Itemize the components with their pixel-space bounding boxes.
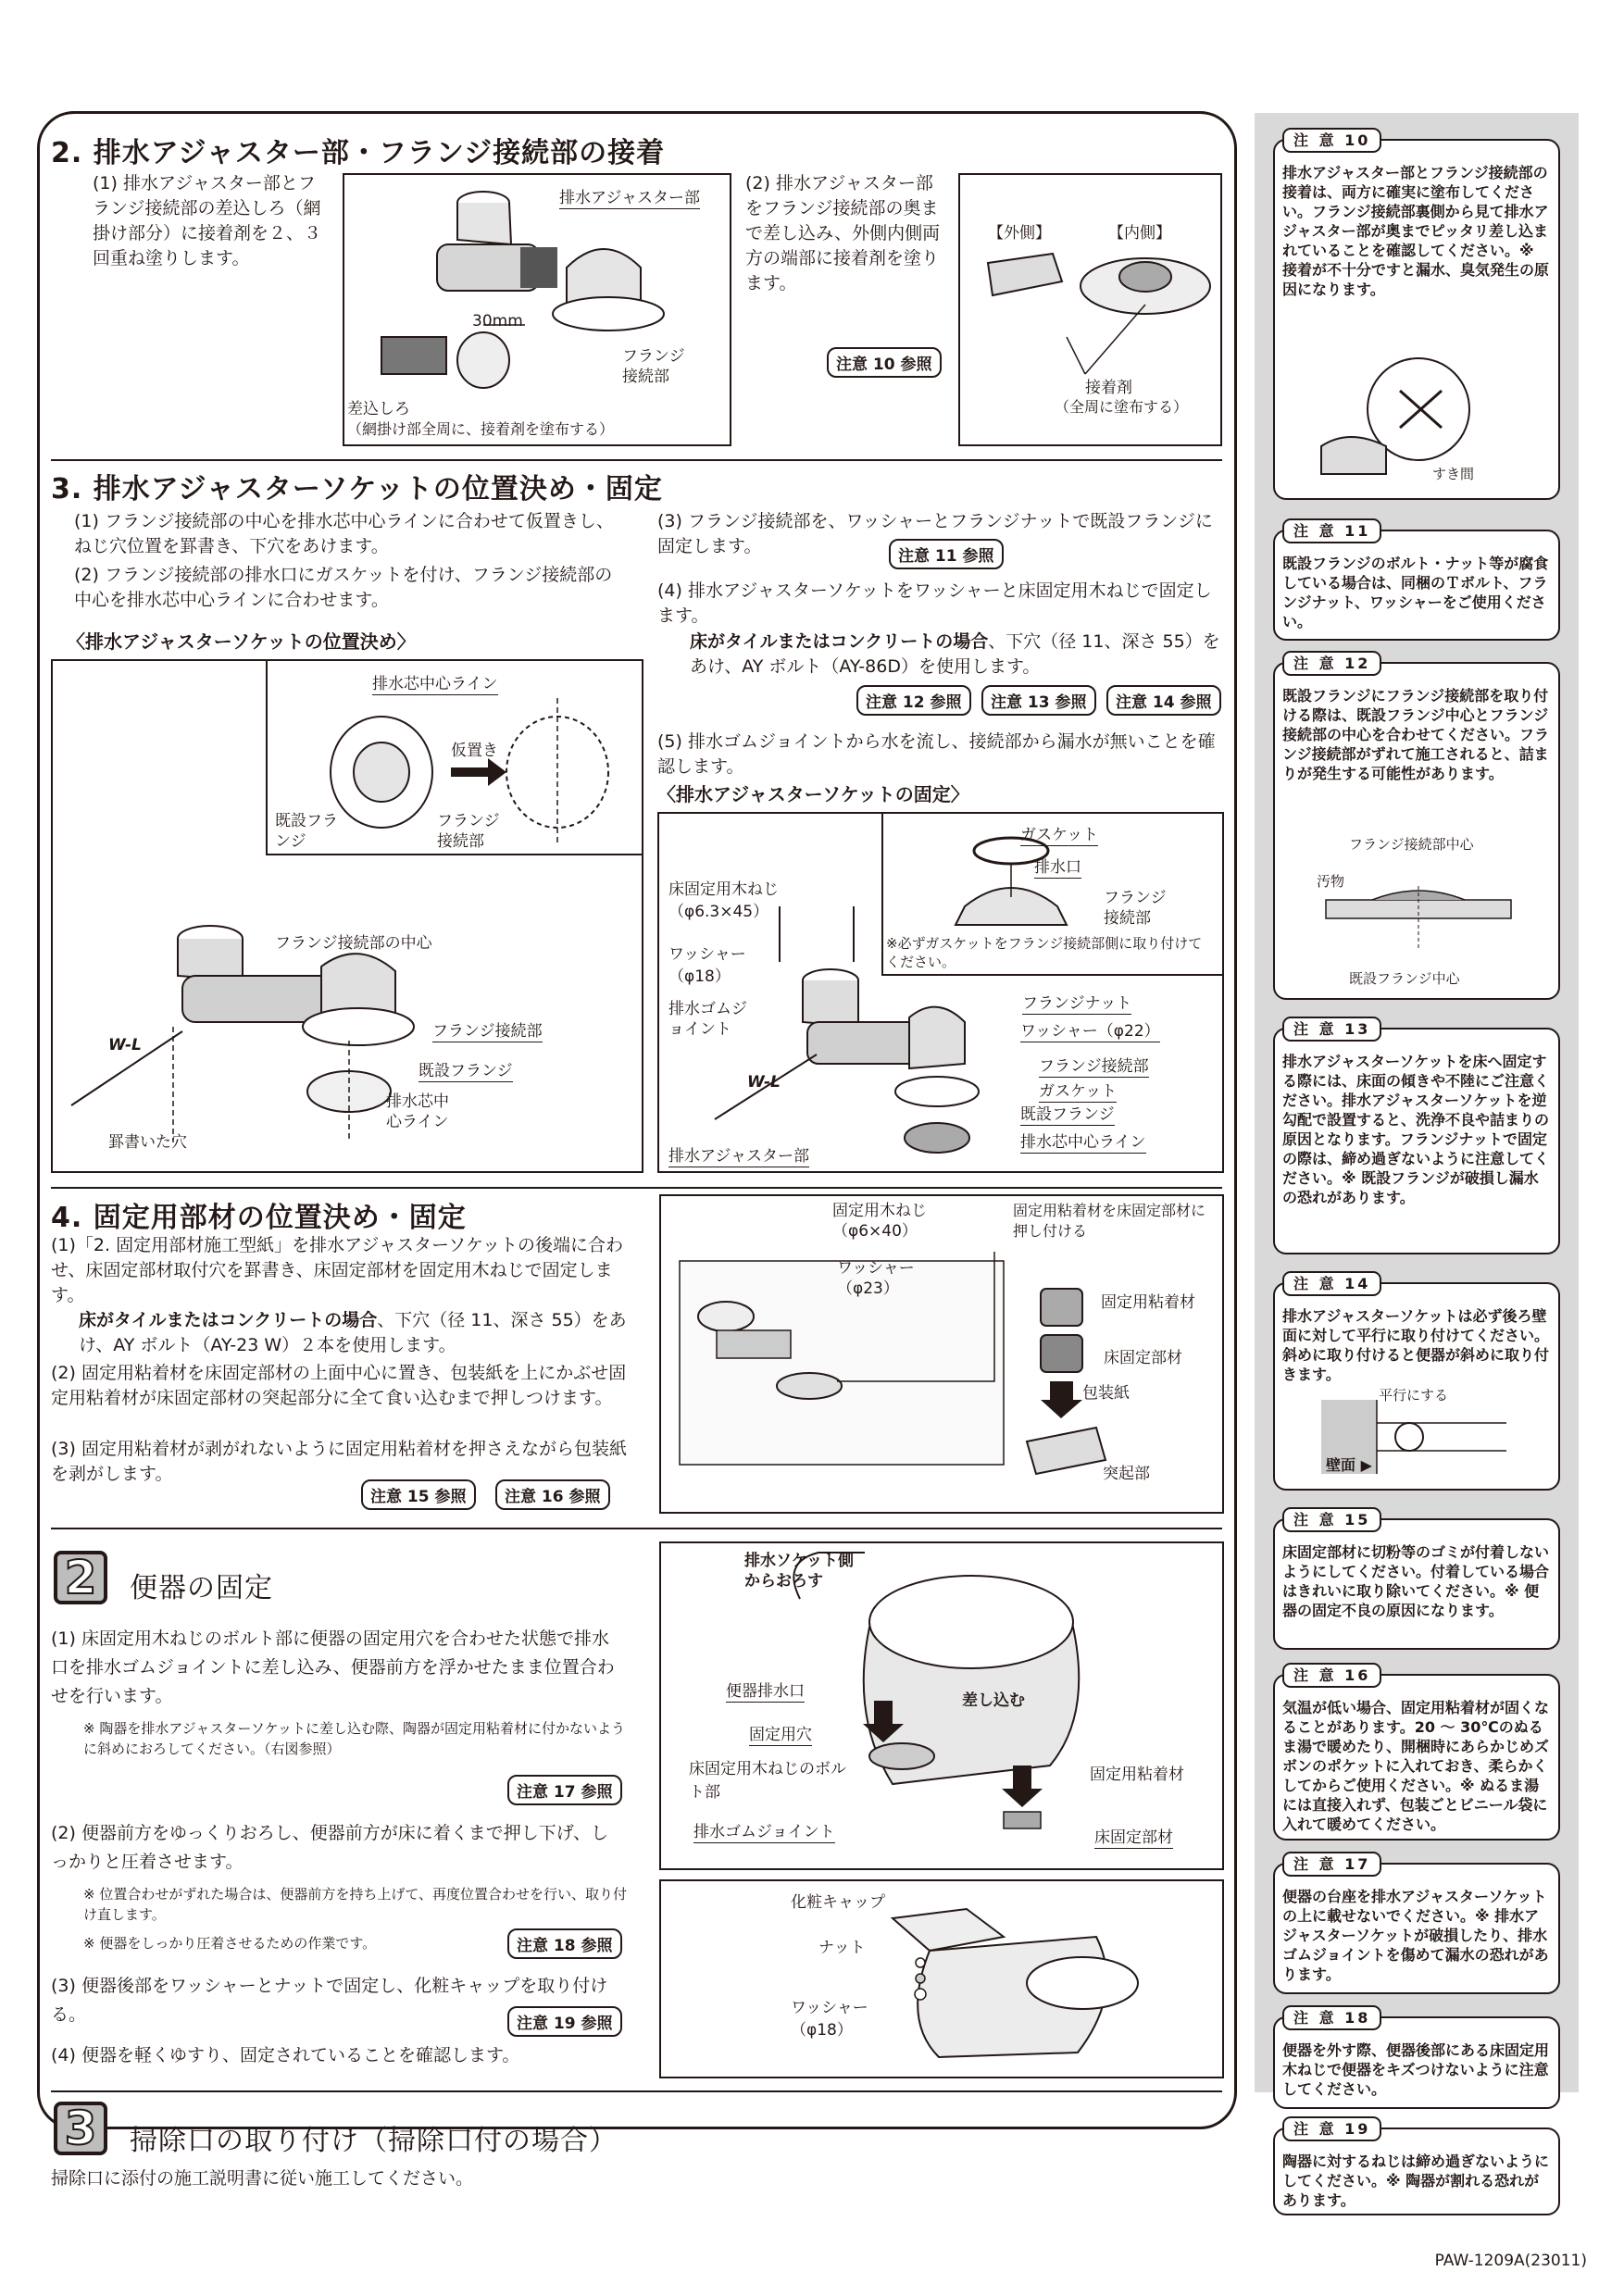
label-flange-joint: フランジ接続部 [437,812,500,851]
label-floor-part: 床固定部材 [1094,1824,1173,1849]
label-drain-line: 排水芯中心ライン [1020,1129,1146,1154]
label-fixing-hole: 固定用穴 [749,1721,812,1746]
label-adhesive: 固定用粘着材 [1090,1766,1184,1784]
ref-note-15: 注意 15 参照 [361,1479,476,1510]
note-tag: 注 意 19 [1282,2116,1381,2141]
label-existing-center: 既設フランジ中心 [1349,970,1460,987]
chapter-2-number: 2 [54,1551,107,1604]
s4-step1b-bold: 床がタイルまたはコンクリートの場合 [79,1310,378,1330]
s3-step4a: (4) 排水アジャスターソケットをワッシャーと床固定用木ねじで固定します。 [657,580,1212,626]
misalign-illustration [1289,886,1548,960]
note-tag: 注 意 16 [1282,1663,1381,1688]
s3-figure-right [657,812,1224,1173]
note-tag: 注 意 12 [1282,651,1381,676]
label-waste: 汚物 [1317,873,1345,890]
s2-figure-1 [343,173,731,446]
note-text: 床固定部材に切粉等のゴミが付着しないようにしてください。付着している場合はきれいに取り除いてください。※ 便器の固定不良の原因になります。 [1282,1543,1550,1619]
label-marked-holes: 罫書いた穴 [108,1133,187,1152]
label-glue-note: （全周に塗布する） [1055,398,1189,416]
s4-step1: (1)「2. 固定用部材施工型紙」を排水アジャスターソケットの後端に合わせ、床固定部材取付穴を罫書き、床固定部材を固定用木ねじで固定します。 [51,1235,624,1305]
label-existing-flange-2: 既設フランジ [418,1057,513,1082]
chapter-2-title: 便器の固定 [130,1572,273,1604]
s3-step4b [690,630,1227,680]
label-temp: 仮置き [451,742,498,760]
label-cap: 化粧キャップ [791,1893,885,1912]
c2-step1: (1) 床固定用木ねじのボルト部に便器の固定用穴を合わせた状態で排水口を排水ゴムジョイントに差し込み、便器前方を浮かせたまま位置合わせを行います。 [51,1628,615,1706]
note-text: 排水アジャスターソケットは必ず後ろ壁面に対して平行に取り付けてください。斜めに取り付けると便器が斜めに取り付きます。 [1282,1307,1550,1383]
s3-step1: (1) フランジ接続部の中心を排水芯中心ラインに合わせて仮置きし、ねじ穴位置を罫書き、下穴をあけます。 [74,511,614,556]
label-floor-screw: 床固定用木ねじ（φ6.3×45） [668,880,779,921]
chapter-3-title: 掃除口の取り付け（掃除口付の場合） [130,2125,618,2157]
label-gap: すき間 [1432,466,1475,482]
note-18 [1273,2009,1560,2109]
label-washer-18: ワッシャー（φ18） [668,945,746,986]
label-toilet-outlet: 便器排水口 [726,1678,805,1703]
s3-step5: (5) 排水ゴムジョイントから水を流し、接続部から漏水が無いことを確認します。 [657,731,1216,777]
divider [51,459,1222,461]
s3-step4b-rest: 、下穴（径 11、深さ 55）をあけ、AY ボルト（AY-86D）を使用します。 [690,631,1220,677]
label-flange-joint: フランジ接続部 [1104,889,1167,928]
label-flange-center: フランジ接続部中心 [1349,836,1474,853]
c2-note1: ※ 陶器を排水アジャスターソケットに差し込む際、陶器が固定用粘着材に付かないように斜めにおろしてください。（右図参照） [83,1720,625,1757]
label-rubber-joint: 排水ゴムジョイント [668,1000,747,1039]
positioning-illustration [53,661,645,1175]
label-wall: 壁面 ▶ [1326,1456,1372,1474]
label-flange-nut: フランジナット [1022,990,1131,1015]
divider [51,1187,1222,1189]
ref-note-13: 注意 13 参照 [981,685,1096,716]
c3-text: 掃除口に添付の施工説明書に従い施工してください。 [51,2168,474,2189]
ref-note-19: 注意 19 参照 [507,2006,622,2037]
s3-step4b-bold: 床がタイルまたはコンクリートの場合 [690,631,989,652]
label-parallel: 平行にする [1379,1387,1449,1404]
s2-step1: (1) 排水アジャスター部とフランジ接続部の差込しろ（網掛け部分）に接着剤を２、３回重ね塗りします。 [93,173,322,268]
note-19 [1273,2120,1560,2215]
label-adjuster: 排水アジャスター部 [668,1142,809,1167]
note-16 [1273,1666,1560,1841]
label-nut: ナット [818,1939,866,1957]
s2-step2: (2) 排水アジャスター部をフランジ接続部の奥まで差し込み、外側内側両方の端部に接着剤を塗ります。 [745,173,941,293]
note-tag: 注 意 14 [1282,1271,1381,1296]
section-2-title: 2. 排水アジャスター部・フランジ接続部の接着 [51,137,666,169]
note-tag: 注 意 17 [1282,1852,1381,1877]
label-paper: 包装紙 [1082,1384,1130,1403]
note-tag: 注 意 13 [1282,1017,1381,1042]
label-wl: W-L [108,1036,142,1054]
label-existing-flange: 既設フランジ [1020,1101,1115,1126]
note-13 [1273,1020,1560,1254]
label-centerline: 排水芯中心ライン [372,670,498,695]
c2-figure-1 [659,1541,1224,1870]
label-glue: 接着剤 [1085,379,1132,397]
label-insert: 差し込む [962,1691,1025,1710]
note-text: 陶器に対するねじは締め過ぎないようにしてください。※ 陶器が割れる恐れがあります。 [1282,2152,1550,2209]
label-margin-note: （網掛け部全周に、接着剤を塗布する） [347,420,615,438]
label-bump: 突起部 [1103,1465,1150,1483]
label-30mm: 30mm [472,312,523,331]
note-text: 便器を外す際、便器後部にある床固定用木ねじで便器をキズつけないように注意してください。 [1282,2041,1550,2098]
label-drain-line: 排水芯中心ライン [386,1092,449,1131]
note-text: 排水アジャスターソケットを床へ固定する際には、床面の傾きや不陸にご注意ください。排水アジャスターソケットを逆勾配で設置すると、洗浄不良や詰まりの原因となります。フランジナットで固定の際は、締め過ぎないように注意してください。※ 既設フランジが破損し漏水の恐れがあります。 [1282,1053,1550,1206]
note-10 [1273,131,1560,500]
note-text: 排水アジャスター部とフランジ接続部の接着は、両方に確実に塗布してください。フランジ接続部裏側から見て排水アジャスター部が奥までピッタリ差し込まれていることを確認してください。※ 接着が不十分ですと漏水、臭気発生の原因になります。 [1282,164,1550,298]
ref-note-11: 注意 11 参照 [889,539,1004,569]
s3-subtitle-right: 〈排水アジャスターソケットの固定〉 [657,783,969,805]
label-flange-center: フランジ接続部の中心 [275,934,432,953]
note-text: 便器の台座を排水アジャスターソケットの上に載せないでください。※ 排水アジャスターソケットが破損したり、排水ゴムジョイントを傷めて漏水の恐れがあります。 [1282,1888,1549,1983]
cap-illustration [661,1881,1226,2080]
label-washer-22: ワッシャー（φ22） [1020,1017,1160,1042]
label-floor-part: 床固定部材 [1104,1349,1182,1367]
label-adhesive: 固定用粘着材 [1101,1293,1195,1312]
note-tag: 注 意 18 [1282,2005,1381,2030]
fixing-illustration [659,814,1226,1175]
chapter-3-number: 3 [54,2102,107,2155]
label-flange-joint-2: フランジ接続部 [1039,1053,1149,1078]
label-washer-23: ワッシャー（φ23） [837,1259,915,1298]
label-flange-joint: フランジ接続部 [622,347,685,386]
ref-note-16: 注意 16 参照 [495,1479,610,1510]
note-tag: 注 意 11 [1282,518,1381,543]
c2-note2a: ※ 位置合わせがずれた場合は、便器前方を持ち上げて、再度位置合わせを行い、取り付け直します。 [83,1886,628,1923]
s4-step2: (2) 固定用粘着材を床固定部材の上面中心に置き、包装紙を上にかぶせ固定用粘着材が床固定部材の突起部分に全て食い込むまで押しつけます。 [51,1363,627,1408]
c2-note2b: ※ 便器をしっかり圧着させるための作業です。 [83,1935,377,1952]
label-margin: 差込しろ [347,400,410,418]
c2-step4: (4) 便器を軽くゆすり、固定されていることを確認します。 [51,2045,520,2065]
label-wl: W-L [747,1073,781,1092]
note-11 [1273,522,1560,641]
ref-note-12: 注意 12 参照 [856,685,971,716]
s3-figure-left [51,659,643,1173]
label-outside: 【外側】 [988,224,1051,243]
c2-figure-2 [659,1879,1224,2078]
ref-note-10: 注意 10 参照 [827,347,942,378]
s4-step1b-rest: 、下穴（径 11、深さ 55）をあけ、AY ボルト（AY-23 W）２本を使用します。 [79,1310,627,1355]
ref-note-17: 注意 17 参照 [507,1775,622,1805]
label-fixing-screw: 固定用木ねじ（φ6×40） [832,1202,927,1241]
note-14 [1273,1275,1560,1491]
c2-step2: (2) 便器前方をゆっくりおろし、便器前方が床に着くまで押し下げ、しっかりと圧着させます。 [51,1823,609,1872]
s4-step1b [79,1308,643,1358]
note-text: 既設フランジにフランジ接続部を取り付ける際は、既設フランジ中心とフランジ接続部の中心を合わせてください。フランジ接続部がずれて施工されると、詰まりが発生する可能性があります。 [1282,687,1550,782]
label-washer-18: ワッシャー（φ18） [791,1999,868,2040]
label-gasket-2: ガスケット [1039,1078,1117,1103]
note-tag: 注 意 15 [1282,1507,1381,1532]
label-gasket-note: ※必ずガスケットをフランジ接続部側に取り付けてください。 [886,935,1203,970]
label-gasket: ガスケット [1020,821,1098,846]
note-17 [1273,1855,1560,1994]
note-tag: 注 意 10 [1282,128,1381,153]
ref-note-18: 注意 18 参照 [507,1928,622,1959]
label-outlet: 排水口 [1034,854,1081,879]
label-press: 固定用粘着材を床固定部材に押し付ける [1013,1202,1206,1240]
label-existing-flange: 既設フランジ [275,812,338,851]
s3-subtitle-left: 〈排水アジャスターソケットの位置決め〉 [67,630,416,653]
c2-step3: (3) 便器後部をワッシャーとナットで固定し、化粧キャップを取り付ける。 [51,1976,608,2025]
s4-step3: (3) 固定用粘着材が剥がれないように固定用粘着材を押さえながら包装紙を剥がします。 [51,1439,627,1484]
s4-figure [659,1194,1224,1514]
document-code: PAW-1209A(23011) [1434,2252,1587,2270]
gap-illustration [1284,354,1553,493]
label-inside: 【内側】 [1108,224,1171,243]
note-text: 既設フランジのボルト・ナット等が腐食している場合は、同梱のＴボルト、フランジナット、ワッシャーをご使用ください。 [1282,555,1549,630]
s3-step2: (2) フランジ接続部の排水口にガスケットを付け、フランジ接続部の中心を排水芯中心ラインに合わせます。 [74,565,613,610]
section-3-title: 3. 排水アジャスターソケットの位置決め・固定 [51,473,663,505]
label-bolt: 床固定用木ねじのボルト部 [689,1760,846,1802]
note-15 [1273,1511,1560,1650]
divider [51,2090,1222,2092]
label-adjuster: 排水アジャスター部 [559,184,700,209]
section-4-title: 4. 固定用部材の位置決め・固定 [51,1202,467,1234]
label-rubber-joint: 排水ゴムジョイント [693,1818,835,1843]
label-lower-from: 排水ソケット側からおろす [744,1552,854,1591]
divider [51,1528,1222,1529]
ref-note-14: 注意 14 参照 [1106,685,1221,716]
note-12 [1273,655,1560,1000]
s3-step3: (3) フランジ接続部を、ワッシャーとフランジナットで既設フランジに固定します。 [657,511,1213,556]
s2-figure-2 [958,173,1222,446]
note-text: 気温が低い場合、固定用粘着材が固くなることがあります。20 ～ 30℃のぬるま湯で暖めたり、開梱時にあらかじめズボンのポケットに入れておき、柔らかくしてからご使用ください。※ ぬるま湯には直接入れず、包装ごとビニール袋に入れて暖めてください。 [1282,1699,1550,1833]
label-flange-joint-2: フランジ接続部 [432,1017,543,1042]
